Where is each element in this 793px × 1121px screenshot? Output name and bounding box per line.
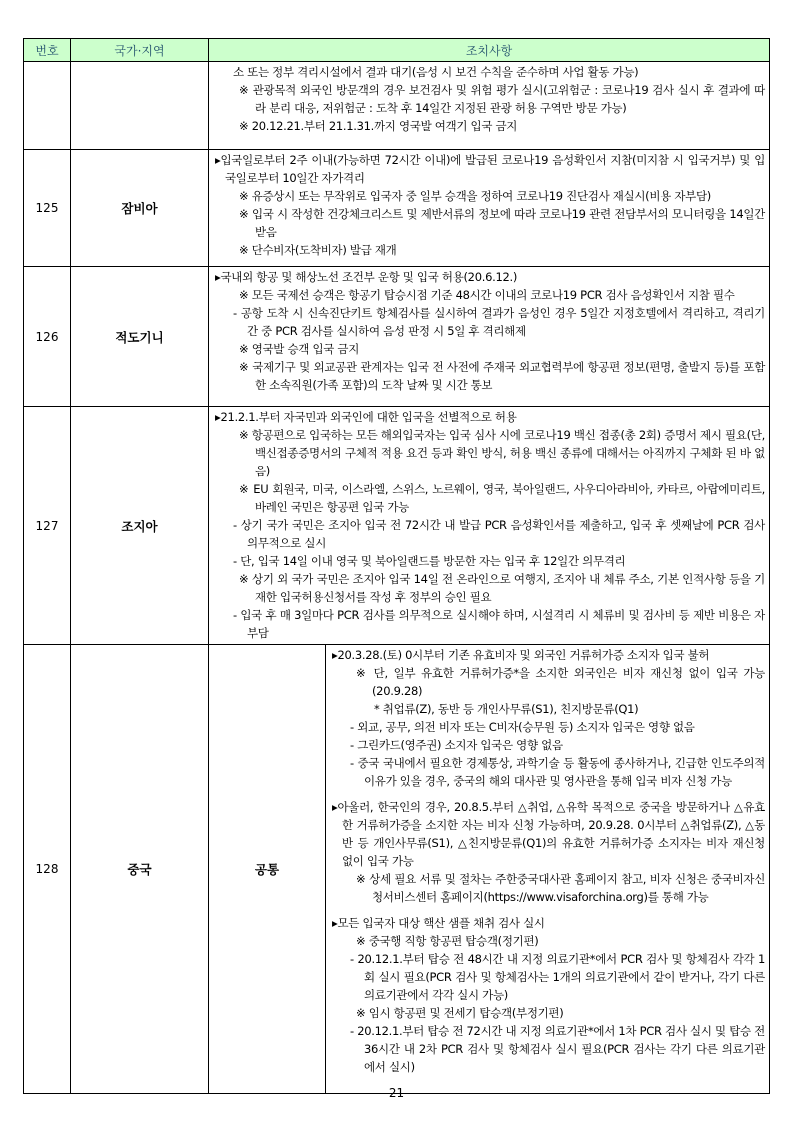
measure-line: ※ 항공편으로 입국하는 모든 해외입국자는 입국 심사 시에 코로나19 백신 접종(총 2회) 증명서 제시 필요(단, 백신접종증명서의 구체적 적용 요건 등과 확인 방식, 허용 백신 종류에 대해서는 아직까지 구체화 된 바 없음) [239, 428, 765, 478]
row-number: 125 [24, 150, 71, 267]
measure-line: - 상기 국가 국민은 조지아 입국 전 72시간 내 발급 PCR 음성확인서를 제출하고, 입국 후 셋째날에 PCR 검사 의무적으로 실시 [233, 518, 765, 550]
measure-line: 소 또는 정부 격리시설에서 결과 대기(음성 시 보건 수칙을 준수하며 사업 활동 가능) [233, 65, 639, 79]
row-number: 128 [24, 645, 71, 1094]
row-measures [326, 645, 770, 1094]
measure-line: ▸21.2.1.부터 자국민과 외국인에 대한 입국을 선별적으로 허용 [215, 410, 517, 424]
table-header-row [24, 39, 770, 62]
row-measures [209, 267, 770, 407]
row-country: 중국 [71, 645, 209, 1094]
table-row [24, 150, 770, 267]
header-country: 국가·지역 [71, 39, 209, 62]
measure-line: ▸국내외 항공 및 해상노선 조건부 운항 및 입국 허용(20.6.12.) [215, 270, 518, 284]
header-measures: 조치사항 [209, 39, 770, 62]
measure-line: ※ 상기 외 국가 국민은 조지아 입국 14일 전 온라인으로 여행지, 조지아 내 체류 주소, 기본 인적사항 등을 기재한 입국허용신청서를 작성 후 정부의 승인 필요 [239, 572, 765, 604]
table-row [24, 407, 770, 645]
row-number: 126 [24, 267, 71, 407]
measure-line: ※ 단, 일부 유효한 거류허가증*을 소지한 외국인은 비자 재신청 없이 입국 가능(20.9.28) [356, 666, 765, 698]
table-row [24, 62, 770, 150]
measure-line: ※ 입국 시 작성한 건강체크리스트 및 제반서류의 정보에 따라 코로나19 관련 전담부서의 모니터링을 14일간 받음 [239, 207, 765, 239]
measure-line: - 단, 입국 14일 이내 영국 및 북아일랜드를 방문한 자는 입국 후 12일간 의무격리 [233, 554, 626, 568]
page-number: - 21 - [380, 1086, 413, 1100]
row-measures [209, 62, 770, 150]
header-no: 번호 [24, 39, 71, 62]
row-measures [209, 407, 770, 645]
measure-line: - 20.12.1.부터 탑승 전 72시간 내 지정 의료기관*에서 1차 PCR 검사 실시 및 탑승 전 36시간 내 2차 PCR 검사 및 항체검사 실시 필요(PCR 검사는 각기 다른 의료기관에서 실시) [350, 1024, 765, 1074]
row-subregion: 공통 [209, 645, 326, 1094]
row-country: 조지아 [71, 407, 209, 645]
measure-line: ※ 모든 국제선 승객은 항공기 탑승시점 기준 48시간 이내의 코로나19 PCR 검사 음성확인서 지참 필수 [239, 288, 735, 302]
row-country: 적도기니 [71, 267, 209, 407]
table-row [24, 267, 770, 407]
measure-line: ※ 관광목적 외국인 방문객의 경우 보건검사 및 위험 평가 실시(고위험군 : 코로나19 검사 실시 후 결과에 따라 분리 대응, 저위험군 : 도착 후 14일간 지정된 관광 허용 구역만 방문 가능) [239, 83, 765, 115]
measure-line: ※ 영국발 승객 입국 금지 [239, 342, 360, 356]
measure-line: ※ 국제기구 및 외교공관 관계자는 입국 전 사전에 주재국 외교협력부에 항공편 정보(편명, 출발지 등)를 포함한 소속직원(가족 포함)의 도착 날짜 및 시간 통보 [239, 360, 765, 392]
row-measures [209, 150, 770, 267]
measure-line: ▸아울러, 한국인의 경우, 20.8.5.부터 △취업, △유학 목적으로 중국을 방문하거나 △유효한 거류허가증을 소지한 자는 비자 신청 가능하며, 20.9.28. 0시부터 △취업류(Z), △동반 등 개인사무류(S1), △친지방문류(Q1)의 유효한 거류허가증 소지자는 비자 재신청 없이 입국 가능 [332, 800, 765, 868]
measure-line: ※ EU 회원국, 미국, 이스라엘, 스위스, 노르웨이, 영국, 북아일랜드, 사우디아라비아, 카타르, 아랍에미리트, 바레인 국민은 항공편 입국 가능 [239, 482, 765, 514]
measure-line: ▸모든 입국자 대상 핵산 샘플 채취 검사 실시 [332, 916, 545, 930]
paragraph-gap [330, 906, 765, 914]
measure-line: ※ 임시 항공편 및 전세기 탑승객(부정기편) [356, 1006, 564, 1020]
row-number [24, 62, 71, 150]
measure-line: - 외교, 공무, 의전 비자 또는 C비자(승무원 등) 소지자 입국은 영향 없음 [350, 720, 695, 734]
measure-line: - 20.12.1.부터 탑승 전 48시간 내 지정 의료기관*에서 PCR 검사 및 항체검사 각각 1회 실시 필요(PCR 검사 및 항체검사는 1개의 의료기관에서 같이 받거나, 각기 다른 의료기관에서 각각 실시 가능) [350, 952, 765, 1002]
measure-line: ※ 유증상시 또는 무작위로 입국자 중 일부 승객을 정하여 코로나19 진단검사 재실시(비용 자부담) [239, 189, 711, 203]
measure-line: ※ 중국행 직항 항공편 탑승객(정기편) [356, 934, 539, 948]
measure-line: - 그린카드(영주권) 소지자 입국은 영향 없음 [350, 738, 563, 752]
measure-line: - 입국 후 매 3일마다 PCR 검사를 의무적으로 실시해야 하며, 시설격리 시 체류비 및 검사비 등 제반 비용은 자부담 [233, 608, 765, 640]
measure-line: ※ 20.12.21.부터 21.1.31.까지 영국발 여객기 입국 금지 [239, 119, 518, 133]
measure-line: ※ 상세 필요 서류 및 절차는 주한중국대사관 홈페이지 참고, 비자 신청은 중국비자신청서비스센터 홈페이지(https://www.visaforchina.org)를 통해 가능 [356, 872, 765, 904]
paragraph-gap [330, 790, 765, 798]
table-row [24, 645, 770, 1094]
measure-line: - 중국 국내에서 필요한 경제통상, 과학기술 등 활동에 종사하거나, 긴급한 인도주의적 이유가 있을 경우, 중국의 해외 대사관 및 영사관을 통해 입국 비자 신청 가능 [350, 756, 765, 788]
measure-line: - 공항 도착 시 신속진단키트 항체검사를 실시하여 결과가 음성인 경우 5일간 지정호텔에서 격리하고, 격리기간 중 PCR 검사를 실시하여 음성 판정 시 5일 후 격리해제 [233, 306, 765, 338]
measures-table [23, 38, 770, 1094]
measure-line: * 취업류(Z), 동반 등 개인사무류(S1), 친지방문류(Q1) [374, 702, 639, 716]
measure-line: ※ 단수비자(도착비자) 발급 재개 [239, 243, 397, 257]
measure-line: ▸20.3.28.(토) 0시부터 기존 유효비자 및 외국인 거류허가증 소지자 입국 불허 [332, 648, 710, 662]
row-number: 127 [24, 407, 71, 645]
measure-line: ▸입국일로부터 2주 이내(가능하면 72시간 이내)에 발급된 코로나19 음성확인서 지참(미지참 시 입국거부) 및 입국일로부터 10일간 자가격리 [215, 153, 765, 185]
row-country [71, 62, 209, 150]
row-country: 잠비아 [71, 150, 209, 267]
